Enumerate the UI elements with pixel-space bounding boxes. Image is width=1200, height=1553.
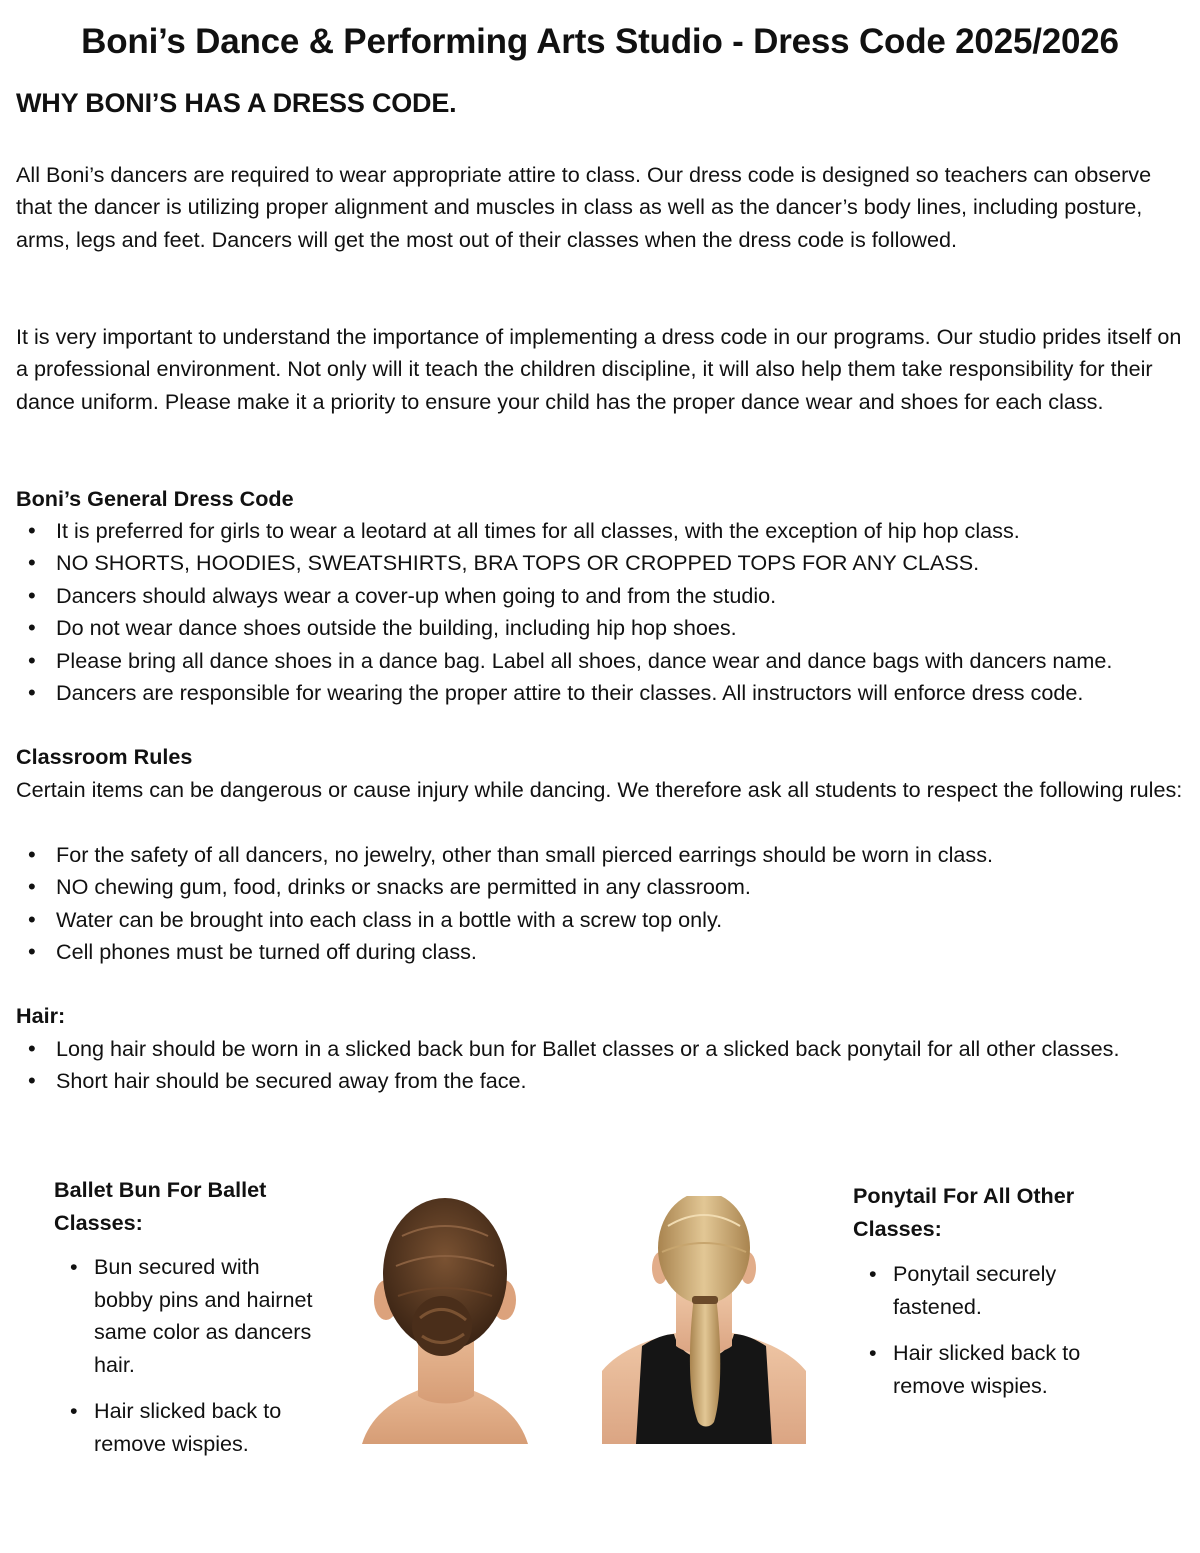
ponytail-photo	[602, 1196, 806, 1444]
list-item: • Dancers should always wear a cover-up when going to and from the studio.	[0, 580, 1166, 612]
intro-paragraph-2: It is very important to understand the importance of implementing a dress code in our programs. Our studio prides itself on a professional environment. Not only will it teach the children discipline, it will also help them take responsibility for their dance uniform. Please make it a priority to ensure your child has the proper dance wear and shoes for each class.	[16, 324, 1182, 414]
list-item: • Short hair should be secured away from the face.	[0, 1065, 1166, 1097]
page-title: Boni’s Dance & Performing Arts Studio - Dress Code 2025/2026	[81, 22, 1119, 61]
intro-paragraph-1: All Boni’s dancers are required to wear appropriate attire to class. Our dress code is designed so teachers can observe that the dancer is utilizing proper alignment and muscles in class as well as the dancer’s body lines, including posture, arms, legs and feet. Dancers will get the most out of their classes when the dress code is followed.	[16, 162, 1152, 252]
classroom-rules-intro: Certain items can be dangerous or cause injury while dancing. We therefore ask all students to respect the following rules:	[16, 777, 1183, 802]
list-item: • For the safety of all dancers, no jewelry, other than small pierced earrings should be worn in class.	[0, 839, 1166, 871]
ballet-bun-heading: Ballet Bun For Ballet Classes:	[54, 1177, 267, 1235]
ballet-bun-list	[54, 1251, 324, 1474]
list-item: • Cell phones must be turned off during class.	[0, 936, 1166, 968]
list-item: • Bun secured with bobby pins and hairnet same color as dancers hair.	[54, 1251, 324, 1381]
list-item: • Long hair should be worn in a slicked back bun for Ballet classes or a slicked back ponytail for all other classes.	[0, 1033, 1166, 1065]
list-item: • Do not wear dance shoes outside the building, including hip hop shoes.	[0, 612, 1166, 644]
classroom-rules-list	[0, 839, 1166, 969]
list-item: • NO SHORTS, HOODIES, SWEATSHIRTS, BRA TOPS OR CROPPED TOPS FOR ANY CLASS.	[0, 547, 1166, 579]
list-item: • NO chewing gum, food, drinks or snacks are permitted in any classroom.	[0, 871, 1166, 903]
classroom-rules-heading: Classroom Rules	[16, 744, 193, 769]
ponytail-heading: Ponytail For All Other Classes:	[853, 1183, 1075, 1241]
section-heading-why: WHY BONI’S HAS A DRESS CODE.	[16, 88, 457, 118]
list-item: • Dancers are responsible for wearing the proper attire to their classes. All instructors will enforce dress code.	[0, 677, 1166, 709]
hair-heading: Hair:	[16, 1003, 66, 1028]
ballet-bun-photo	[362, 1196, 528, 1444]
list-item: • Please bring all dance shoes in a dance bag. Label all shoes, dance wear and dance bags with dancers name.	[0, 645, 1166, 677]
ponytail-list	[853, 1258, 1113, 1416]
list-item: • Hair slicked back to remove wispies.	[54, 1395, 324, 1460]
general-dress-code-list	[0, 515, 1166, 709]
list-item: • Hair slicked back to remove wispies.	[853, 1337, 1113, 1402]
general-dress-code-heading: Boni’s General Dress Code	[16, 486, 294, 511]
list-item: • Water can be brought into each class in a bottle with a screw top only.	[0, 904, 1166, 936]
list-item: • It is preferred for girls to wear a leotard at all times for all classes, with the exception of hip hop class.	[0, 515, 1166, 547]
hair-rules-list	[0, 1033, 1166, 1098]
list-item: • Ponytail securely fastened.	[853, 1258, 1113, 1323]
